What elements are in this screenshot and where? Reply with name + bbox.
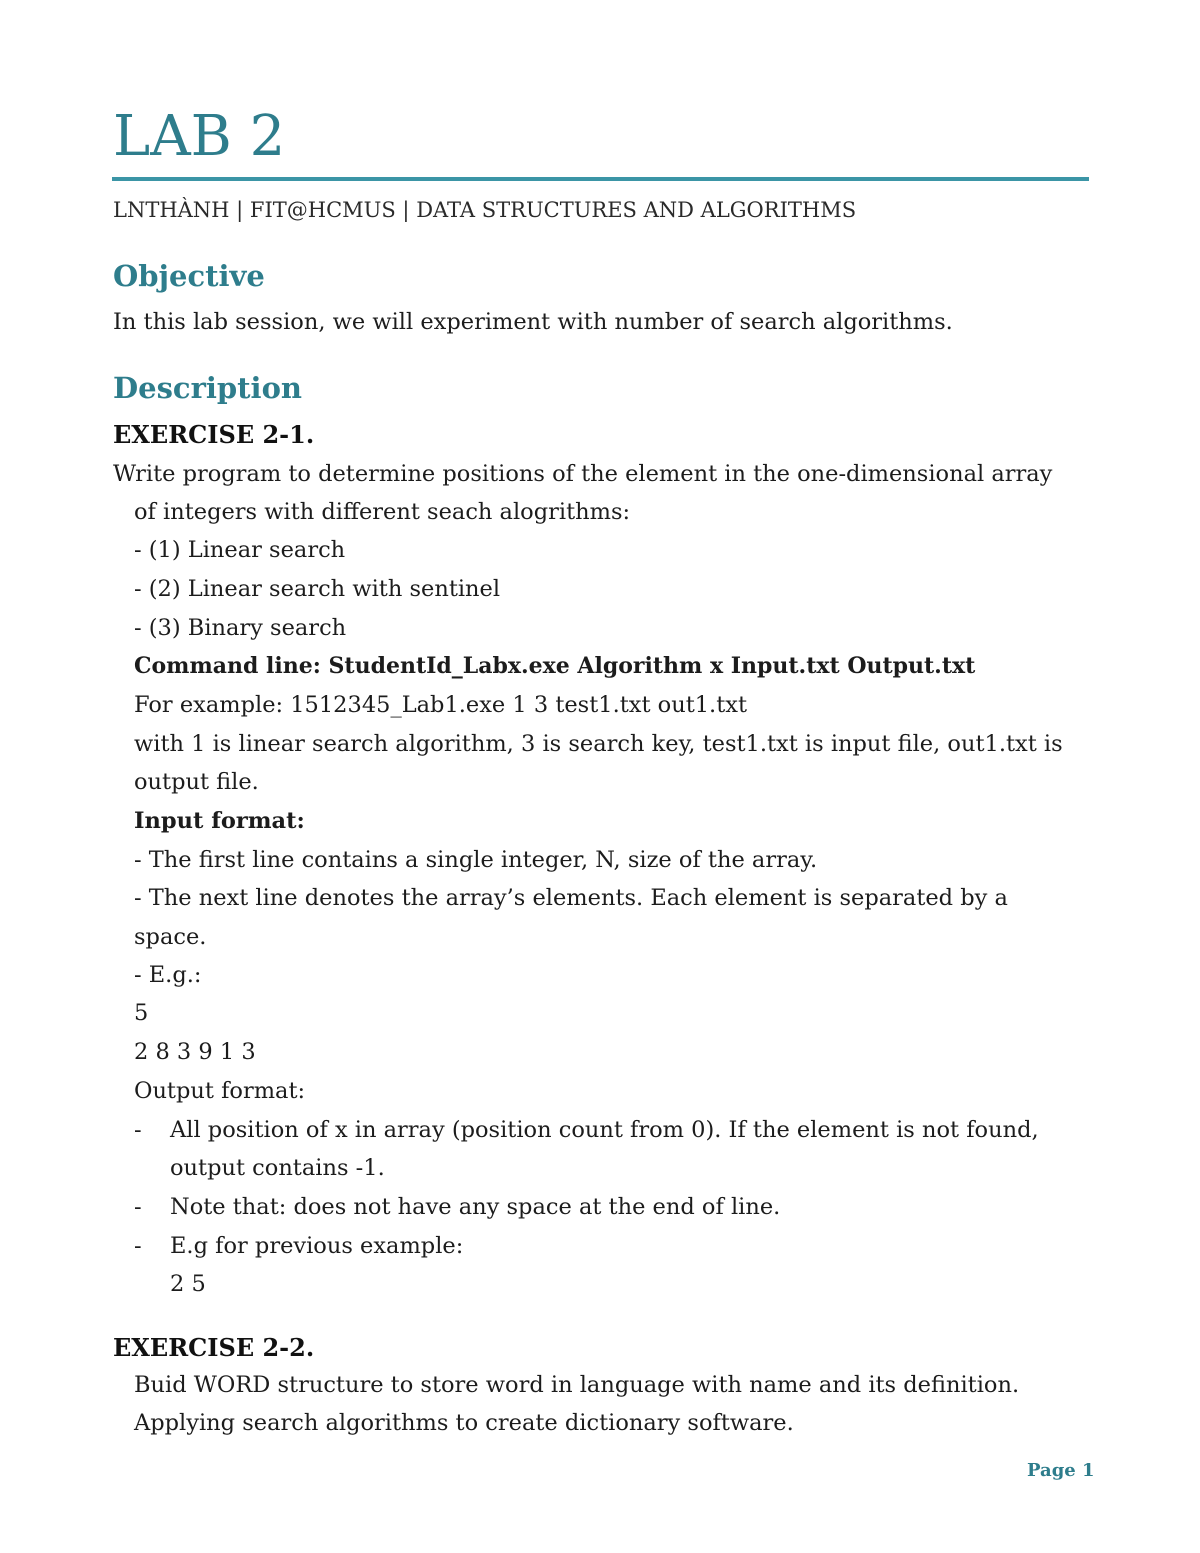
objective-text: In this lab session, we will experiment with number of search algorithms.	[113, 309, 953, 335]
example-array-values: 2 8 3 9 1 3	[134, 1039, 256, 1065]
input-format-label: Input format:	[134, 808, 305, 834]
objective-heading: Objective	[113, 259, 265, 293]
output-item-1-line-2: output contains -1.	[170, 1155, 385, 1181]
output-example-result: 2 5	[170, 1271, 206, 1297]
example-label: - E.g.:	[134, 962, 202, 988]
description-heading: Description	[113, 371, 302, 405]
input-format-item-2-line-2: space.	[134, 924, 207, 950]
command-line: Command line: StudentId_Labx.exe Algorithm x Input.txt Output.txt	[134, 653, 976, 679]
page-title: LAB 2	[113, 104, 286, 169]
algorithm-item-3: - (3) Binary search	[134, 615, 347, 641]
exercise-1-heading: EXERCISE 2-1.	[113, 420, 315, 449]
exercise-2-heading: EXERCISE 2-2.	[113, 1333, 315, 1362]
output-item-3-bullet: -	[134, 1233, 142, 1259]
algorithm-item-1: - (1) Linear search	[134, 537, 346, 563]
command-example: For example: 1512345_Lab1.exe 1 3 test1.txt out1.txt	[134, 692, 747, 718]
command-explanation-line-1: with 1 is linear search algorithm, 3 is search key, test1.txt is input file, out1.txt is	[134, 731, 1063, 757]
output-item-2-line-1: Note that: does not have any space at the end of line.	[170, 1194, 781, 1220]
page-number: Page 1	[1027, 1460, 1095, 1481]
output-item-1-bullet: -	[134, 1117, 142, 1143]
page-subtitle: LNTHÀNH | FIT@HCMUS | DATA STRUCTURES AND ALGORITHMS	[113, 198, 857, 222]
input-format-item-1: - The first line contains a single integer, N, size of the array.	[134, 847, 818, 873]
output-format-label: Output format:	[134, 1078, 306, 1104]
title-divider	[112, 177, 1089, 181]
exercise-2-line-1: Buid WORD structure to store word in language with name and its definition.	[134, 1372, 1020, 1398]
exercise-2-line-2: Applying search algorithms to create dictionary software.	[134, 1410, 794, 1436]
output-item-2-bullet: -	[134, 1194, 142, 1220]
input-format-item-2-line-1: - The next line denotes the array’s elements. Each element is separated by a	[134, 885, 1008, 911]
command-explanation-line-2: output file.	[134, 769, 259, 795]
output-item-3-line-1: E.g for previous example:	[170, 1233, 464, 1259]
exercise-1-intro-line-1: Write program to determine positions of the element in the one-dimensional array	[113, 461, 1053, 487]
algorithm-item-2: - (2) Linear search with sentinel	[134, 576, 501, 602]
example-n-value: 5	[134, 1000, 149, 1026]
exercise-1-intro-line-2: of integers with different seach alogrithms:	[134, 499, 631, 525]
output-item-1-line-1: All position of x in array (position count from 0). If the element is not found,	[170, 1117, 1039, 1143]
